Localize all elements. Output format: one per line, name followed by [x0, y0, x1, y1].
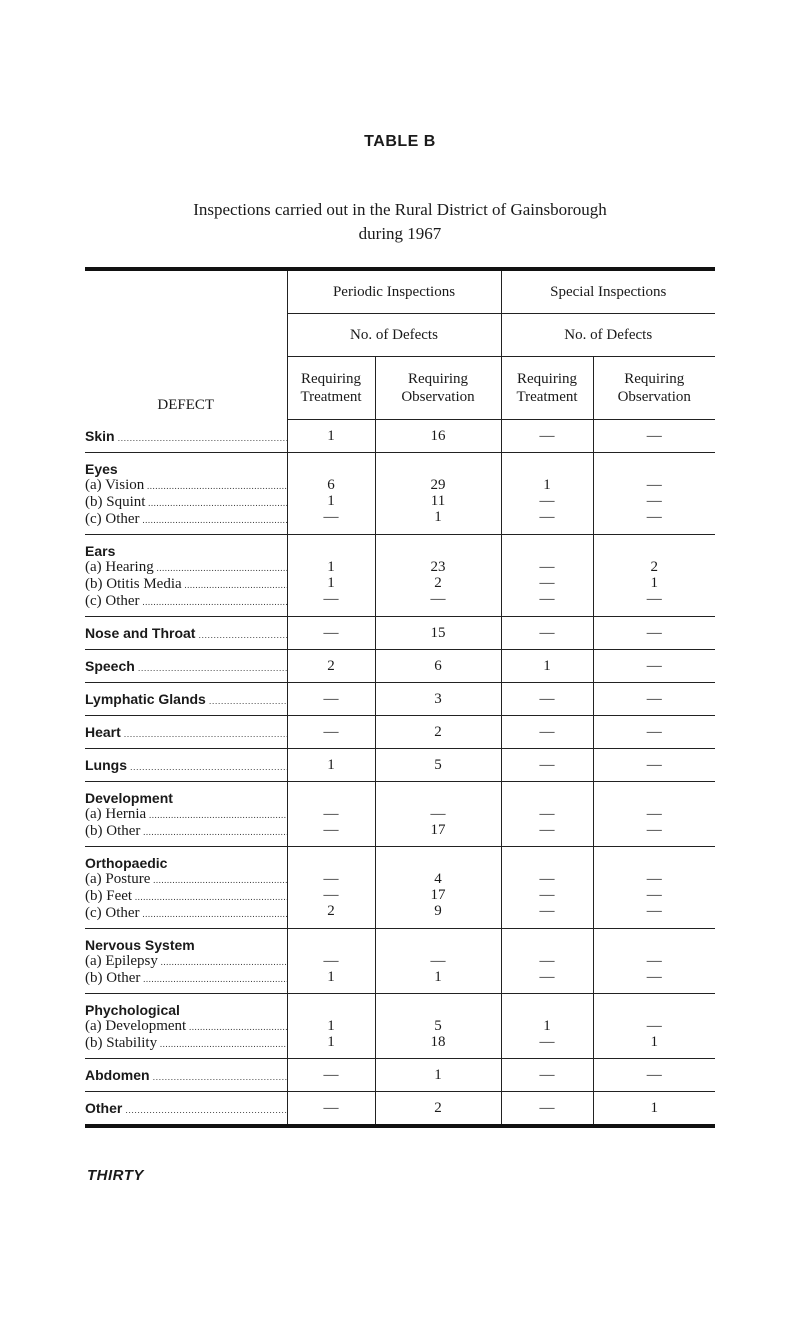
value: 1: [650, 1099, 658, 1116]
periodic-observation-cell: [375, 452, 501, 534]
value: —: [323, 870, 339, 887]
value: 17: [430, 821, 446, 838]
defect-cell: [85, 846, 287, 928]
defect-heading: Abdomen .....: [85, 1067, 287, 1085]
value: —: [539, 624, 555, 641]
value: 6: [434, 657, 442, 674]
value: —: [539, 1033, 555, 1050]
value: —: [539, 805, 555, 822]
value: —: [539, 558, 555, 575]
table-row: [85, 452, 715, 534]
defect-cell: [85, 649, 287, 682]
value: —: [323, 821, 339, 838]
value: —: [646, 870, 662, 887]
value: —: [646, 821, 662, 838]
defect-subitem: (a) Vision .....: [85, 477, 287, 494]
value: —: [646, 657, 662, 674]
special-observation-cell: [593, 616, 715, 649]
defect-heading: Lymphatic Glands .....: [85, 691, 287, 709]
table-body: [85, 420, 715, 1126]
value: —: [539, 723, 555, 740]
table-row: [85, 928, 715, 993]
periodic-observation-cell: [375, 682, 501, 715]
value: —: [646, 805, 662, 822]
value: —: [646, 508, 662, 525]
table-row: [85, 534, 715, 616]
defect-cell: [85, 682, 287, 715]
value: 5: [434, 1017, 442, 1034]
value: 1: [327, 428, 335, 444]
value: —: [430, 952, 446, 969]
value: 1: [327, 1017, 335, 1034]
defect-subitem: (b) Otitis Media .....: [85, 576, 287, 593]
table-row: [85, 420, 715, 453]
defect-subitem: (a) Development .....: [85, 1018, 287, 1035]
value: —: [646, 624, 662, 641]
periodic-observation-cell: [375, 1091, 501, 1126]
value: —: [539, 1066, 555, 1083]
value: —: [539, 756, 555, 773]
special-observation-cell: [593, 781, 715, 846]
periodic-treatment-cell: [287, 649, 375, 682]
value: 2: [434, 1099, 442, 1116]
special-observation-cell: [593, 928, 715, 993]
defect-cell: [85, 1091, 287, 1126]
value: 1: [327, 574, 335, 591]
value: 2: [327, 657, 335, 674]
value: —: [646, 428, 662, 444]
value: —: [539, 952, 555, 969]
value: 23: [430, 558, 446, 575]
value: 1: [434, 508, 442, 525]
value: 2: [434, 574, 442, 591]
periodic-treatment-cell: [287, 1058, 375, 1091]
table-row: [85, 993, 715, 1058]
value: —: [646, 952, 662, 969]
value: —: [323, 590, 339, 607]
value: —: [323, 1066, 339, 1083]
value: 2: [434, 723, 442, 740]
value: 1: [327, 558, 335, 575]
table-row: [85, 682, 715, 715]
table-row: [85, 616, 715, 649]
defect-cell: [85, 420, 287, 453]
defect-header: DEFECT: [157, 396, 215, 413]
value: —: [646, 690, 662, 707]
defect-cell: [85, 993, 287, 1058]
defect-heading: Development: [85, 789, 173, 806]
periodic-observation-cell: [375, 748, 501, 781]
special-treatment-cell: [501, 534, 593, 616]
periodic-observation-cell: [375, 649, 501, 682]
periodic-treatment-cell: [287, 534, 375, 616]
value: 17: [430, 886, 446, 903]
table-row: [85, 846, 715, 928]
value: —: [646, 723, 662, 740]
defect-cell: [85, 534, 287, 616]
special-treatment-cell: [501, 452, 593, 534]
defect-cell: [85, 928, 287, 993]
defect-heading: Skin .....: [85, 428, 287, 446]
defect-cell: [85, 781, 287, 846]
special-inspections-header: Special Inspections: [501, 271, 715, 314]
special-observation-cell: [593, 715, 715, 748]
table-row: [85, 649, 715, 682]
periodic-observation-cell: [375, 993, 501, 1058]
special-observation-cell: [593, 420, 715, 453]
value: —: [323, 723, 339, 740]
defect-subitem: (c) Other .....: [85, 511, 287, 528]
value: —: [646, 1017, 662, 1034]
table-row: [85, 715, 715, 748]
value: 6: [327, 476, 335, 493]
value: 1: [543, 1017, 551, 1034]
periodic-observation-cell: [375, 1058, 501, 1091]
value: 1: [327, 492, 335, 509]
page-footer: THIRTY: [87, 1167, 144, 1184]
special-treatment-cell: [501, 649, 593, 682]
special-treatment-cell: [501, 781, 593, 846]
value: 1: [327, 968, 335, 985]
value: 2: [327, 902, 335, 919]
periodic-treatment-cell: [287, 748, 375, 781]
defect-cell: [85, 616, 287, 649]
defect-subitem: (a) Posture .....: [85, 871, 287, 888]
periodic-observation-cell: [375, 846, 501, 928]
value: —: [646, 590, 662, 607]
value: —: [646, 756, 662, 773]
special-no-of-defects-header: No. of Defects: [501, 314, 715, 357]
special-treatment-cell: [501, 1058, 593, 1091]
value: 1: [543, 657, 551, 674]
value: 4: [434, 870, 442, 887]
value: —: [646, 476, 662, 493]
value: —: [539, 574, 555, 591]
value: 5: [434, 756, 442, 773]
table-subtitle: [0, 198, 800, 246]
defect-heading: Phychological: [85, 1001, 180, 1018]
value: —: [646, 492, 662, 509]
value: 16: [430, 428, 446, 444]
value: —: [539, 821, 555, 838]
periodic-treatment-cell: [287, 682, 375, 715]
value: —: [539, 428, 555, 444]
value: 11: [430, 492, 446, 509]
value: 1: [543, 476, 551, 493]
defect-heading: Speech .....: [85, 658, 287, 676]
special-observation-cell: [593, 649, 715, 682]
value: 3: [434, 690, 442, 707]
periodic-treatment-cell: [287, 715, 375, 748]
special-treatment-cell: [501, 928, 593, 993]
special-observation-cell: [593, 682, 715, 715]
value: —: [539, 508, 555, 525]
defect-subitem: (c) Other .....: [85, 593, 287, 610]
special-treatment-cell: [501, 420, 593, 453]
periodic-inspections-header: Periodic Inspections: [287, 271, 501, 314]
value: 1: [434, 1066, 442, 1083]
defect-subitem: (b) Squint .....: [85, 494, 287, 511]
special-treatment-cell: [501, 682, 593, 715]
special-observation-cell: [593, 846, 715, 928]
value: 1: [327, 1033, 335, 1050]
subtitle-line-2: during 1967: [358, 224, 442, 243]
value: —: [323, 886, 339, 903]
defect-heading: Orthopaedic: [85, 854, 168, 871]
value: 1: [650, 1033, 658, 1050]
value: —: [430, 805, 446, 822]
defect-cell: [85, 715, 287, 748]
value: —: [539, 492, 555, 509]
value: 9: [434, 902, 442, 919]
value: —: [646, 968, 662, 985]
periodic-observation-cell: [375, 534, 501, 616]
defect-heading: Ears: [85, 542, 116, 559]
value: —: [323, 624, 339, 641]
defect-subitem: (b) Stability .....: [85, 1035, 287, 1052]
defect-heading: Heart .....: [85, 724, 287, 742]
periodic-observation-cell: [375, 781, 501, 846]
defect-subitem: (b) Feet .....: [85, 888, 287, 905]
table-title: TABLE B: [364, 133, 436, 150]
value: —: [539, 1099, 555, 1116]
value: 1: [327, 756, 335, 773]
value: 29: [430, 476, 446, 493]
defect-cell: [85, 452, 287, 534]
periodic-observation-cell: [375, 715, 501, 748]
table-row: [85, 748, 715, 781]
value: —: [539, 870, 555, 887]
inspections-table: [85, 267, 715, 1128]
table-row: [85, 1058, 715, 1091]
special-requiring-treatment-header: Requiring Treatment: [501, 357, 593, 420]
value: —: [323, 1099, 339, 1116]
value: —: [539, 690, 555, 707]
table-row: [85, 781, 715, 846]
periodic-requiring-observation-header: Requiring Observation: [375, 357, 501, 420]
value: —: [323, 690, 339, 707]
periodic-treatment-cell: [287, 928, 375, 993]
value: —: [323, 805, 339, 822]
value: —: [430, 590, 446, 607]
value: —: [646, 902, 662, 919]
periodic-treatment-cell: [287, 1091, 375, 1126]
special-requiring-observation-header: Requiring Observation: [593, 357, 715, 420]
special-treatment-cell: [501, 748, 593, 781]
defect-subitem: (b) Other .....: [85, 823, 287, 840]
special-observation-cell: [593, 993, 715, 1058]
value: —: [646, 1066, 662, 1083]
value: —: [323, 952, 339, 969]
defect-cell: [85, 1058, 287, 1091]
special-treatment-cell: [501, 616, 593, 649]
periodic-treatment-cell: [287, 993, 375, 1058]
defect-heading: Nervous System: [85, 936, 195, 953]
special-treatment-cell: [501, 1091, 593, 1126]
value: —: [646, 886, 662, 903]
value: 18: [430, 1033, 446, 1050]
value: —: [539, 590, 555, 607]
special-treatment-cell: [501, 715, 593, 748]
value: 2: [650, 558, 658, 575]
special-treatment-cell: [501, 993, 593, 1058]
defect-heading: Nose and Throat .....: [85, 625, 287, 643]
defect-subitem: (a) Hearing .....: [85, 559, 287, 576]
periodic-observation-cell: [375, 928, 501, 993]
periodic-no-of-defects-header: No. of Defects: [287, 314, 501, 357]
special-observation-cell: [593, 534, 715, 616]
value: —: [539, 968, 555, 985]
value: —: [539, 886, 555, 903]
value: 1: [434, 968, 442, 985]
defect-subitem: (b) Other .....: [85, 970, 287, 987]
special-observation-cell: [593, 1058, 715, 1091]
defect-subitem: (a) Epilepsy .....: [85, 953, 287, 970]
subtitle-line-1: Inspections carried out in the Rural District of Gainsborough: [193, 200, 607, 219]
defect-subitem: (a) Hernia .....: [85, 806, 287, 823]
table-row: [85, 1091, 715, 1126]
special-observation-cell: [593, 1091, 715, 1126]
periodic-treatment-cell: [287, 452, 375, 534]
value: 1: [650, 574, 658, 591]
defect-subitem: (c) Other .....: [85, 905, 287, 922]
special-observation-cell: [593, 452, 715, 534]
defect-heading: Other .....: [85, 1100, 287, 1118]
defect-cell: [85, 748, 287, 781]
special-treatment-cell: [501, 846, 593, 928]
defect-heading: Lungs .....: [85, 757, 287, 775]
periodic-treatment-cell: [287, 616, 375, 649]
value: —: [539, 902, 555, 919]
value: 15: [430, 624, 446, 641]
periodic-treatment-cell: [287, 781, 375, 846]
periodic-treatment-cell: [287, 420, 375, 453]
periodic-observation-cell: [375, 420, 501, 453]
special-observation-cell: [593, 748, 715, 781]
value: —: [323, 508, 339, 525]
periodic-requiring-treatment-header: Requiring Treatment: [287, 357, 375, 420]
periodic-observation-cell: [375, 616, 501, 649]
periodic-treatment-cell: [287, 846, 375, 928]
defect-heading: Eyes: [85, 460, 118, 477]
